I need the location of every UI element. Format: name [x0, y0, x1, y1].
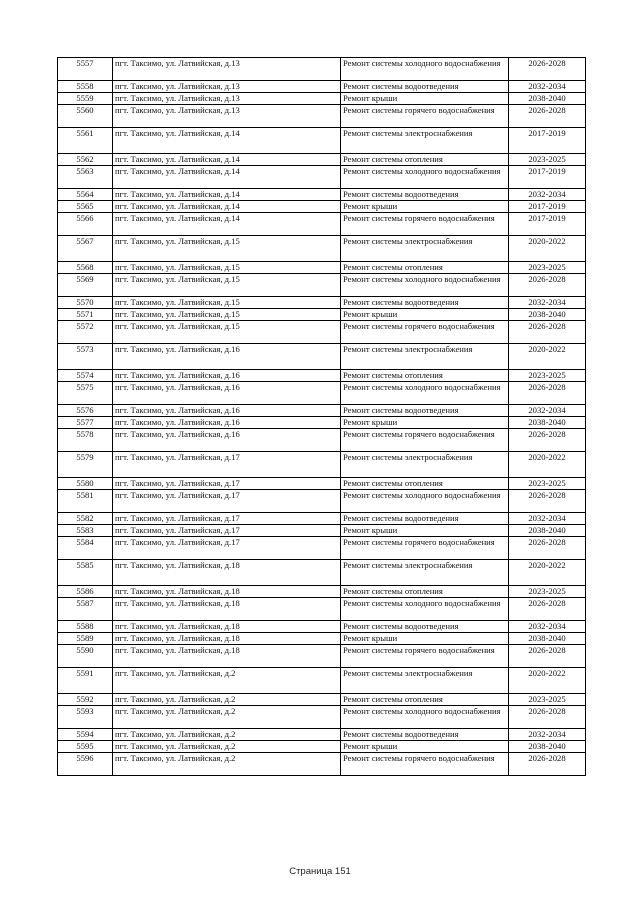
- row-period: 2026-2028: [509, 537, 586, 560]
- row-number: 5586: [58, 586, 113, 598]
- row-number: 5573: [58, 344, 113, 370]
- table-row: [58, 166, 586, 189]
- row-period: 2038-2040: [509, 741, 586, 753]
- row-period: 2032-2034: [509, 81, 586, 93]
- row-work-type: Ремонт системы электроснабжения: [341, 128, 509, 154]
- row-number: 5577: [58, 417, 113, 429]
- row-work-type: Ремонт крыши: [341, 741, 509, 753]
- row-address: пгт. Таксимо, ул. Латвийская, д.15: [113, 236, 341, 262]
- table-row: [58, 537, 586, 560]
- table-row: [58, 382, 586, 405]
- row-address: пгт. Таксимо, ул. Латвийская, д.17: [113, 513, 341, 525]
- row-address: пгт. Таксимо, ул. Латвийская, д.2: [113, 668, 341, 694]
- row-work-type: Ремонт системы отопления: [341, 370, 509, 382]
- row-address: пгт. Таксимо, ул. Латвийская, д.17: [113, 452, 341, 478]
- row-period: 2020-2022: [509, 668, 586, 694]
- row-number: 5581: [58, 490, 113, 513]
- row-period: 2038-2040: [509, 93, 586, 105]
- row-work-type: Ремонт системы электроснабжения: [341, 452, 509, 478]
- row-work-type: Ремонт крыши: [341, 417, 509, 429]
- row-address: пгт. Таксимо, ул. Латвийская, д.15: [113, 274, 341, 297]
- table-row: [58, 105, 586, 128]
- table-row: [58, 694, 586, 706]
- table-row: [58, 668, 586, 694]
- table-row: [58, 490, 586, 513]
- table-row: [58, 586, 586, 598]
- row-period: 2026-2028: [509, 490, 586, 513]
- row-period: 2017-2019: [509, 166, 586, 189]
- row-work-type: Ремонт системы горячего водоснабжения: [341, 753, 509, 776]
- table-row: [58, 753, 586, 776]
- table-row: [58, 321, 586, 344]
- row-number: 5564: [58, 189, 113, 201]
- row-number: 5560: [58, 105, 113, 128]
- row-work-type: Ремонт системы холодного водоснабжения: [341, 274, 509, 297]
- row-number: 5578: [58, 429, 113, 452]
- table-row: [58, 309, 586, 321]
- row-period: 2023-2025: [509, 586, 586, 598]
- row-work-type: Ремонт системы водоотведения: [341, 189, 509, 201]
- row-number: 5559: [58, 93, 113, 105]
- row-number: 5561: [58, 128, 113, 154]
- row-address: пгт. Таксимо, ул. Латвийская, д.14: [113, 213, 341, 236]
- row-number: 5589: [58, 633, 113, 645]
- row-address: пгт. Таксимо, ул. Латвийская, д.18: [113, 560, 341, 586]
- table-row: [58, 58, 586, 81]
- row-number: 5575: [58, 382, 113, 405]
- row-work-type: Ремонт системы горячего водоснабжения: [341, 645, 509, 668]
- table-row: [58, 189, 586, 201]
- row-address: пгт. Таксимо, ул. Латвийская, д.17: [113, 490, 341, 513]
- row-address: пгт. Таксимо, ул. Латвийская, д.2: [113, 729, 341, 741]
- row-work-type: Ремонт системы холодного водоснабжения: [341, 490, 509, 513]
- row-address: пгт. Таксимо, ул. Латвийская, д.17: [113, 537, 341, 560]
- row-address: пгт. Таксимо, ул. Латвийская, д.13: [113, 105, 341, 128]
- row-address: пгт. Таксимо, ул. Латвийская, д.14: [113, 166, 341, 189]
- row-address: пгт. Таксимо, ул. Латвийская, д.16: [113, 429, 341, 452]
- row-address: пгт. Таксимо, ул. Латвийская, д.18: [113, 586, 341, 598]
- row-address: пгт. Таксимо, ул. Латвийская, д.14: [113, 128, 341, 154]
- row-work-type: Ремонт системы электроснабжения: [341, 236, 509, 262]
- row-number: 5591: [58, 668, 113, 694]
- row-period: 2023-2025: [509, 154, 586, 166]
- table-row: [58, 274, 586, 297]
- row-work-type: Ремонт системы водоотведения: [341, 621, 509, 633]
- table-row: [58, 741, 586, 753]
- row-work-type: Ремонт системы водоотведения: [341, 81, 509, 93]
- row-address: пгт. Таксимо, ул. Латвийская, д.14: [113, 201, 341, 213]
- row-address: пгт. Таксимо, ул. Латвийская, д.16: [113, 417, 341, 429]
- row-work-type: Ремонт системы горячего водоснабжения: [341, 321, 509, 344]
- works-table-body: [58, 58, 586, 776]
- row-address: пгт. Таксимо, ул. Латвийская, д.16: [113, 344, 341, 370]
- row-period: 2026-2028: [509, 706, 586, 729]
- table-row: [58, 262, 586, 274]
- row-work-type: Ремонт системы водоотведения: [341, 513, 509, 525]
- row-address: пгт. Таксимо, ул. Латвийская, д.16: [113, 370, 341, 382]
- row-period: 2032-2034: [509, 621, 586, 633]
- table-row: [58, 370, 586, 382]
- row-work-type: Ремонт крыши: [341, 525, 509, 537]
- row-number: 5594: [58, 729, 113, 741]
- row-period: 2020-2022: [509, 560, 586, 586]
- table-row: [58, 417, 586, 429]
- row-period: 2017-2019: [509, 128, 586, 154]
- row-address: пгт. Таксимо, ул. Латвийская, д.13: [113, 93, 341, 105]
- row-period: 2026-2028: [509, 645, 586, 668]
- table-row: [58, 429, 586, 452]
- table-row: [58, 81, 586, 93]
- row-work-type: Ремонт крыши: [341, 309, 509, 321]
- row-work-type: Ремонт системы водоотведения: [341, 405, 509, 417]
- row-number: 5582: [58, 513, 113, 525]
- table-row: [58, 344, 586, 370]
- row-address: пгт. Таксимо, ул. Латвийская, д.18: [113, 645, 341, 668]
- table-row: [58, 706, 586, 729]
- row-work-type: Ремонт крыши: [341, 93, 509, 105]
- row-number: 5566: [58, 213, 113, 236]
- row-address: пгт. Таксимо, ул. Латвийская, д.15: [113, 262, 341, 274]
- row-address: пгт. Таксимо, ул. Латвийская, д.14: [113, 189, 341, 201]
- table-row: [58, 236, 586, 262]
- works-table-container: [57, 57, 585, 776]
- row-number: 5587: [58, 598, 113, 621]
- row-work-type: Ремонт системы холодного водоснабжения: [341, 598, 509, 621]
- row-address: пгт. Таксимо, ул. Латвийская, д.2: [113, 706, 341, 729]
- row-address: пгт. Таксимо, ул. Латвийская, д.17: [113, 525, 341, 537]
- table-row: [58, 93, 586, 105]
- row-work-type: Ремонт системы отопления: [341, 478, 509, 490]
- row-period: 2023-2025: [509, 262, 586, 274]
- row-number: 5580: [58, 478, 113, 490]
- row-period: 2020-2022: [509, 452, 586, 478]
- row-period: 2032-2034: [509, 297, 586, 309]
- row-period: 2017-2019: [509, 213, 586, 236]
- row-number: 5558: [58, 81, 113, 93]
- row-number: 5595: [58, 741, 113, 753]
- row-address: пгт. Таксимо, ул. Латвийская, д.18: [113, 598, 341, 621]
- row-work-type: Ремонт системы холодного водоснабжения: [341, 382, 509, 405]
- row-address: пгт. Таксимо, ул. Латвийская, д.14: [113, 154, 341, 166]
- row-number: 5583: [58, 525, 113, 537]
- row-number: 5562: [58, 154, 113, 166]
- row-period: 2026-2028: [509, 598, 586, 621]
- row-period: 2026-2028: [509, 274, 586, 297]
- row-period: 2020-2022: [509, 344, 586, 370]
- row-work-type: Ремонт системы отопления: [341, 694, 509, 706]
- row-work-type: Ремонт крыши: [341, 633, 509, 645]
- row-number: 5579: [58, 452, 113, 478]
- table-row: [58, 213, 586, 236]
- row-period: 2032-2034: [509, 405, 586, 417]
- table-row: [58, 452, 586, 478]
- row-number: 5585: [58, 560, 113, 586]
- row-number: 5584: [58, 537, 113, 560]
- row-period: 2023-2025: [509, 370, 586, 382]
- row-period: 2038-2040: [509, 633, 586, 645]
- row-work-type: Ремонт системы отопления: [341, 262, 509, 274]
- row-address: пгт. Таксимо, ул. Латвийская, д.18: [113, 633, 341, 645]
- row-work-type: Ремонт системы холодного водоснабжения: [341, 58, 509, 81]
- row-number: 5593: [58, 706, 113, 729]
- row-address: пгт. Таксимо, ул. Латвийская, д.17: [113, 478, 341, 490]
- row-work-type: Ремонт системы отопления: [341, 154, 509, 166]
- row-work-type: Ремонт крыши: [341, 201, 509, 213]
- table-row: [58, 128, 586, 154]
- row-address: пгт. Таксимо, ул. Латвийская, д.15: [113, 309, 341, 321]
- row-period: 2023-2025: [509, 478, 586, 490]
- row-address: пгт. Таксимо, ул. Латвийская, д.15: [113, 297, 341, 309]
- row-number: 5563: [58, 166, 113, 189]
- row-work-type: Ремонт системы водоотведения: [341, 729, 509, 741]
- works-table: [57, 57, 586, 776]
- row-period: 2032-2034: [509, 729, 586, 741]
- row-address: пгт. Таксимо, ул. Латвийская, д.13: [113, 81, 341, 93]
- row-number: 5596: [58, 753, 113, 776]
- row-number: 5565: [58, 201, 113, 213]
- row-number: 5576: [58, 405, 113, 417]
- row-period: 2026-2028: [509, 429, 586, 452]
- row-period: 2023-2025: [509, 694, 586, 706]
- row-address: пгт. Таксимо, ул. Латвийская, д.2: [113, 741, 341, 753]
- row-work-type: Ремонт системы отопления: [341, 586, 509, 598]
- row-number: 5592: [58, 694, 113, 706]
- row-number: 5567: [58, 236, 113, 262]
- table-row: [58, 154, 586, 166]
- row-number: 5570: [58, 297, 113, 309]
- row-address: пгт. Таксимо, ул. Латвийская, д.2: [113, 694, 341, 706]
- row-work-type: Ремонт системы горячего водоснабжения: [341, 105, 509, 128]
- row-work-type: Ремонт системы электроснабжения: [341, 560, 509, 586]
- row-work-type: Ремонт системы горячего водоснабжения: [341, 213, 509, 236]
- row-number: 5557: [58, 58, 113, 81]
- row-number: 5568: [58, 262, 113, 274]
- row-period: 2038-2040: [509, 525, 586, 537]
- table-row: [58, 405, 586, 417]
- table-row: [58, 525, 586, 537]
- row-period: 2038-2040: [509, 309, 586, 321]
- table-row: [58, 621, 586, 633]
- row-address: пгт. Таксимо, ул. Латвийская, д.2: [113, 753, 341, 776]
- row-address: пгт. Таксимо, ул. Латвийская, д.15: [113, 321, 341, 344]
- table-row: [58, 478, 586, 490]
- row-address: пгт. Таксимо, ул. Латвийская, д.13: [113, 58, 341, 81]
- row-period: 2020-2022: [509, 236, 586, 262]
- row-period: 2017-2019: [509, 201, 586, 213]
- row-number: 5590: [58, 645, 113, 668]
- row-number: 5571: [58, 309, 113, 321]
- row-number: 5569: [58, 274, 113, 297]
- table-row: [58, 645, 586, 668]
- row-address: пгт. Таксимо, ул. Латвийская, д.16: [113, 382, 341, 405]
- row-period: 2026-2028: [509, 321, 586, 344]
- row-work-type: Ремонт системы холодного водоснабжения: [341, 706, 509, 729]
- row-work-type: Ремонт системы электроснабжения: [341, 668, 509, 694]
- row-number: 5588: [58, 621, 113, 633]
- row-number: 5572: [58, 321, 113, 344]
- table-row: [58, 297, 586, 309]
- row-number: 5574: [58, 370, 113, 382]
- row-work-type: Ремонт системы горячего водоснабжения: [341, 537, 509, 560]
- row-period: 2026-2028: [509, 753, 586, 776]
- row-period: 2032-2034: [509, 189, 586, 201]
- table-row: [58, 729, 586, 741]
- row-period: 2026-2028: [509, 58, 586, 81]
- row-address: пгт. Таксимо, ул. Латвийская, д.18: [113, 621, 341, 633]
- row-work-type: Ремонт системы водоотведения: [341, 297, 509, 309]
- row-period: 2032-2034: [509, 513, 586, 525]
- table-row: [58, 633, 586, 645]
- table-row: [58, 201, 586, 213]
- row-work-type: Ремонт системы горячего водоснабжения: [341, 429, 509, 452]
- table-row: [58, 513, 586, 525]
- row-period: 2026-2028: [509, 382, 586, 405]
- row-period: 2026-2028: [509, 105, 586, 128]
- row-period: 2038-2040: [509, 417, 586, 429]
- row-work-type: Ремонт системы электроснабжения: [341, 344, 509, 370]
- row-address: пгт. Таксимо, ул. Латвийская, д.16: [113, 405, 341, 417]
- page-number: Страница 151: [289, 866, 351, 877]
- row-work-type: Ремонт системы холодного водоснабжения: [341, 166, 509, 189]
- table-row: [58, 560, 586, 586]
- table-row: [58, 598, 586, 621]
